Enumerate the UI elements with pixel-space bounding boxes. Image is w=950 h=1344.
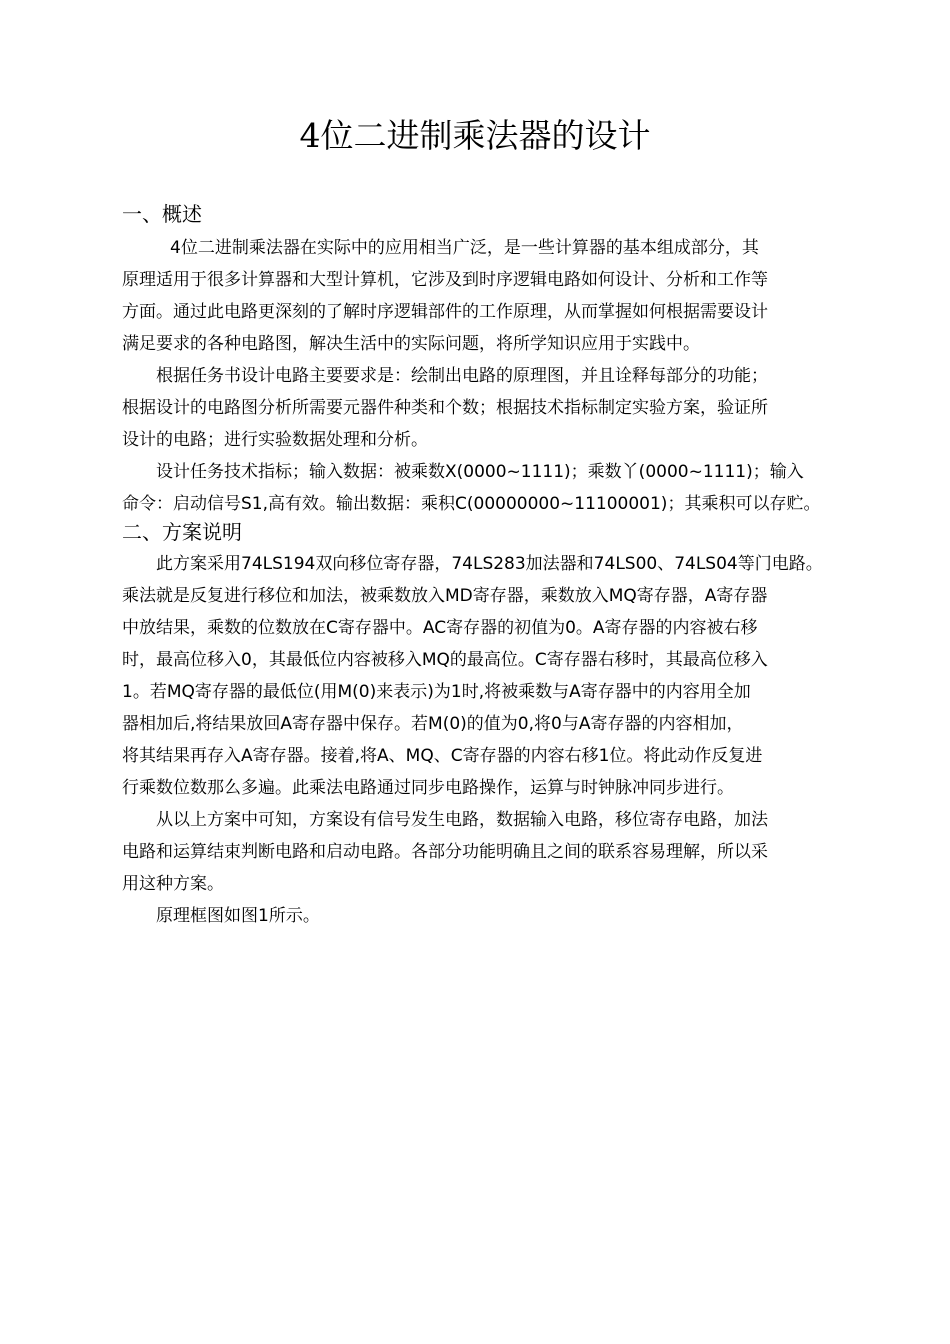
- paragraph-line: 行乘数位数那么多遍。此乘法电路通过同步电路操作，运算与时钟脉冲同步进行。: [122, 778, 734, 798]
- paragraph-line: 原理框图如图1所示。: [156, 906, 320, 926]
- paragraph-line: 设计的电路；进行实验数据处理和分析。: [122, 430, 428, 450]
- section-heading-overview: 一、概述: [122, 202, 202, 226]
- paragraph-line: 器相加后,将结果放回A寄存器中保存。若M(0)的值为0,将0与A寄存器的内容相加，: [122, 714, 744, 734]
- paragraph-line: 根据任务书设计电路主要要求是：绘制出电路的原理图，并且诠释每部分的功能；: [156, 366, 768, 386]
- paragraph-line: 用这种方案。: [122, 874, 224, 894]
- paragraph-line: 从以上方案中可知，方案设有信号发生电路，数据输入电路，移位寄存电路，加法: [156, 810, 768, 830]
- document-title: 4位二进制乘法器的设计: [299, 116, 651, 155]
- paragraph-line: 设计任务技术指标；输入数据：被乘数X(0000~1111)；乘数丫(0000~1111)；输入: [156, 462, 804, 482]
- paragraph-line: 方面。通过此电路更深刻的了解时序逻辑部件的工作原理，从而掌握如何根据需要设计: [122, 302, 768, 322]
- paragraph-line: 根据设计的电路图分析所需要元器件种类和个数；根据技术指标制定实验方案，验证所: [122, 398, 768, 418]
- paragraph-line: 此方案采用74LS194双向移位寄存器，74LS283加法器和74LS00、74LS04等门电路。: [156, 554, 823, 574]
- paragraph-line: 原理适用于很多计算器和大型计算机，它涉及到时序逻辑电路如何设计、分析和工作等: [122, 270, 768, 290]
- paragraph-line: 乘法就是反复进行移位和加法，被乘数放入MD寄存器，乘数放入MQ寄存器，A寄存器: [122, 586, 768, 606]
- paragraph-line: 命令：启动信号S1,高有效。输出数据：乘积C(00000000~11100001)；其乘积可以存贮。: [122, 494, 821, 514]
- paragraph-line: 电路和运算结束判断电路和启动电路。各部分功能明确且之间的联系容易理解，所以采: [122, 842, 768, 862]
- section-heading-scheme: 二、方案说明: [122, 520, 242, 544]
- paragraph-line: 4位二进制乘法器在实际中的应用相当广泛，是一些计算器的基本组成部分，其: [170, 238, 759, 258]
- paragraph-line: 1。若MQ寄存器的最低位(用M(0)来表示)为1时,将被乘数与A寄存器中的内容用全加: [122, 682, 751, 702]
- paragraph-line: 时，最高位移入0，其最低位内容被移入MQ的最高位。C寄存器右移时，其最高位移入: [122, 650, 768, 670]
- paragraph-line: 将其结果再存入A寄存器。接着,将A、MQ、C寄存器的内容右移1位。将此动作反复进: [122, 746, 763, 766]
- paragraph-line: 满足要求的各种电路图，解决生活中的实际问题，将所学知识应用于实践中。: [122, 334, 700, 354]
- paragraph-line: 中放结果，乘数的位数放在C寄存器中。AC寄存器的初值为0。A寄存器的内容被右移: [122, 618, 758, 638]
